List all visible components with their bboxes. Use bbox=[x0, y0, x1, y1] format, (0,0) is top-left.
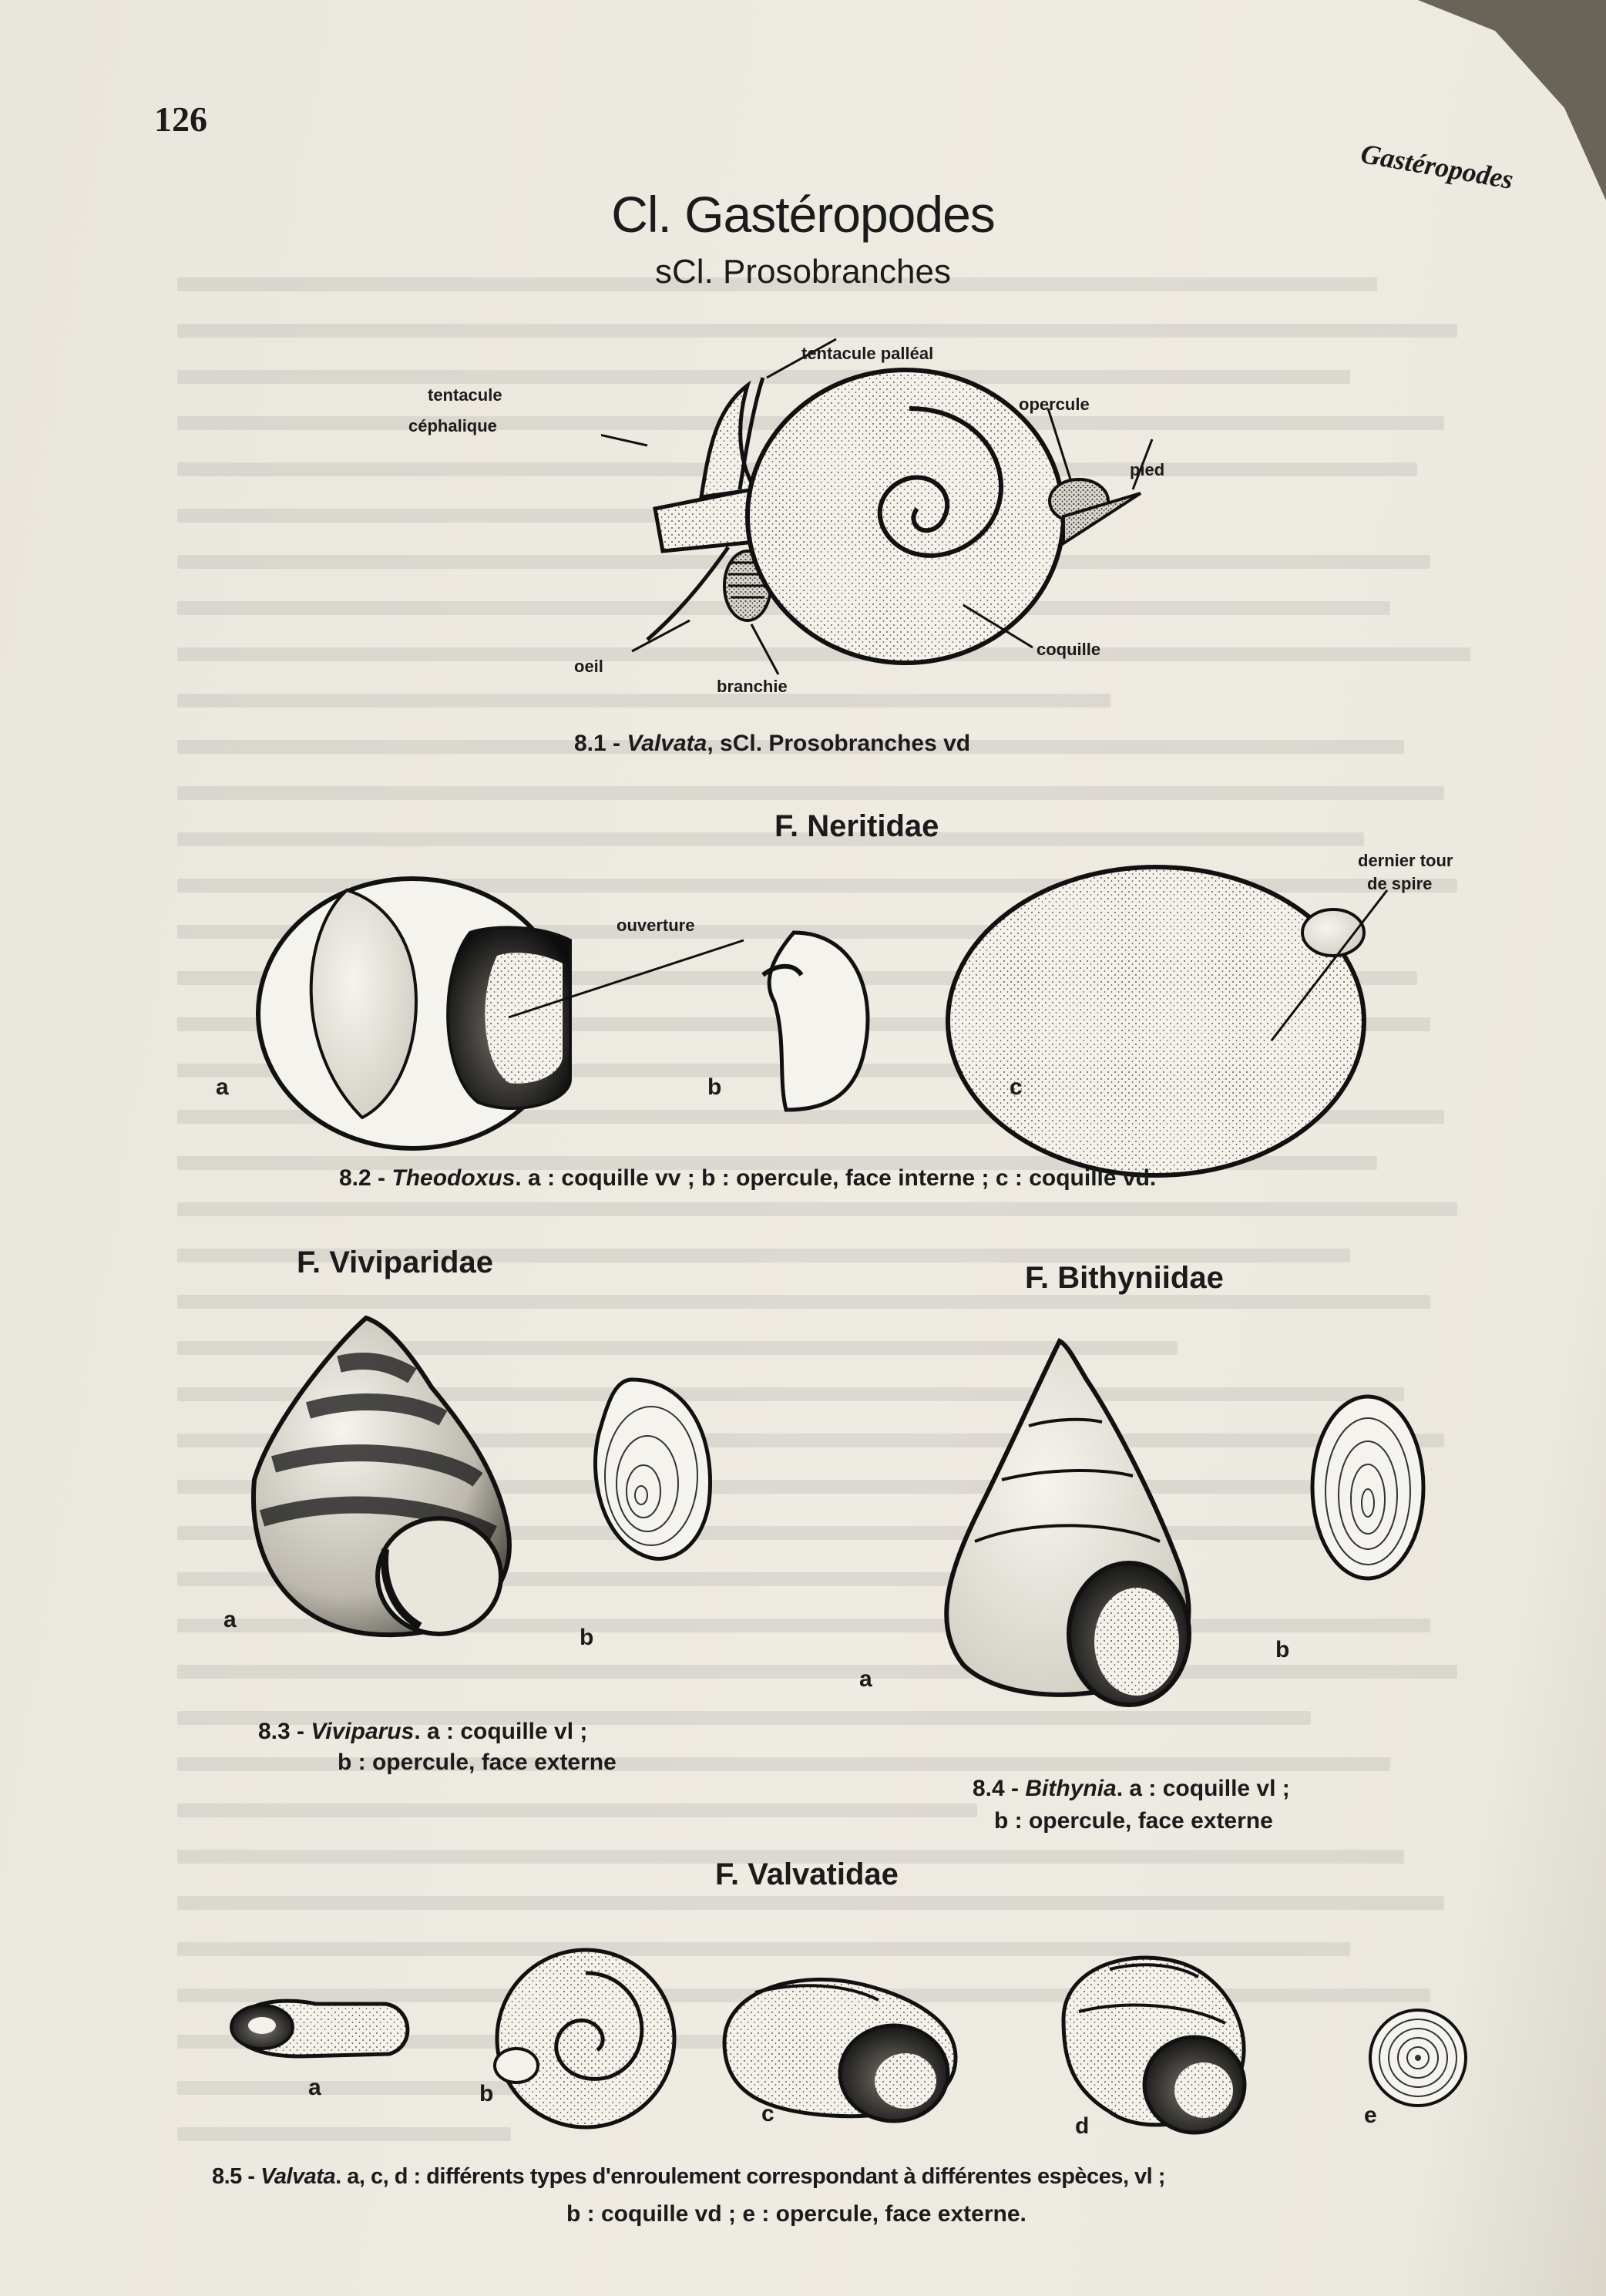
label-tentacule-cephalique-1: tentacule bbox=[428, 385, 502, 405]
bithynia-drawings bbox=[902, 1333, 1487, 1719]
letter-8-5-a: a bbox=[308, 2075, 321, 2100]
letter-8-3-b: b bbox=[580, 1625, 594, 1650]
label-coquille: coquille bbox=[1037, 640, 1101, 659]
theodoxus-drawings bbox=[247, 848, 1433, 1187]
caption-8-3-line2: b : opercule, face externe bbox=[338, 1750, 617, 1775]
valvata-anatomy-drawing bbox=[601, 331, 1218, 701]
label-dernier-tour-1: dernier tour bbox=[1358, 851, 1453, 870]
caption-8-5-line1: 8.5 - Valvata. a, c, d : différents types d'enroulement correspondant à différentes espèces, vl ; bbox=[212, 2164, 1165, 2189]
letter-8-5-d: d bbox=[1075, 2113, 1090, 2139]
caption-8-4-line1: 8.4 - Bithynia. a : coquille vl ; bbox=[973, 1776, 1290, 1801]
valvata-shells-drawings bbox=[216, 1927, 1510, 2181]
label-opercule: opercule bbox=[1019, 395, 1090, 414]
label-tentacule-palleal: tentacule palléal bbox=[801, 344, 934, 363]
label-oeil: oeil bbox=[574, 657, 603, 676]
family-viviparidae: F. Viviparidae bbox=[297, 1245, 493, 1279]
letter-8-2-b: b bbox=[707, 1074, 722, 1100]
family-valvatidae: F. Valvatidae bbox=[715, 1857, 899, 1891]
letter-8-2-c: c bbox=[1010, 1074, 1023, 1100]
letter-8-4-a: a bbox=[859, 1666, 872, 1692]
label-ouverture: ouverture bbox=[617, 916, 695, 935]
label-dernier-tour-2: de spire bbox=[1367, 874, 1433, 893]
caption-8-2: 8.2 - Theodoxus. a : coquille vv ; b : opercule, face interne ; c : coquille vd. bbox=[339, 1165, 1157, 1191]
label-pied: pied bbox=[1130, 460, 1165, 479]
running-title: Gastéropodes bbox=[1358, 137, 1516, 196]
viviparus-drawings bbox=[231, 1303, 755, 1665]
caption-8-3-line1: 8.3 - Viviparus. a : coquille vl ; bbox=[258, 1719, 588, 1744]
family-neritidae: F. Neritidae bbox=[774, 809, 939, 843]
family-bithyniidae: F. Bithyniidae bbox=[1025, 1261, 1224, 1295]
page-title: Cl. Gastéropodes bbox=[611, 186, 995, 243]
letter-8-5-c: c bbox=[761, 2101, 774, 2126]
page-subtitle: sCl. Prosobranches bbox=[655, 253, 951, 291]
letter-8-5-b: b bbox=[479, 2081, 494, 2106]
caption-8-1: 8.1 - Valvata, sCl. Prosobranches vd bbox=[574, 731, 971, 756]
caption-8-4-line2: b : opercule, face externe bbox=[994, 1808, 1273, 1834]
letter-8-3-a: a bbox=[223, 1607, 237, 1632]
letter-8-4-b: b bbox=[1275, 1637, 1290, 1662]
letter-8-2-a: a bbox=[216, 1074, 229, 1100]
page-number: 126 bbox=[154, 99, 207, 139]
label-tentacule-cephalique-2: céphalique bbox=[408, 416, 497, 435]
caption-8-5-line2: b : coquille vd ; e : opercule, face externe. bbox=[566, 2201, 1026, 2227]
letter-8-5-e: e bbox=[1364, 2103, 1377, 2128]
label-branchie: branchie bbox=[717, 677, 788, 696]
